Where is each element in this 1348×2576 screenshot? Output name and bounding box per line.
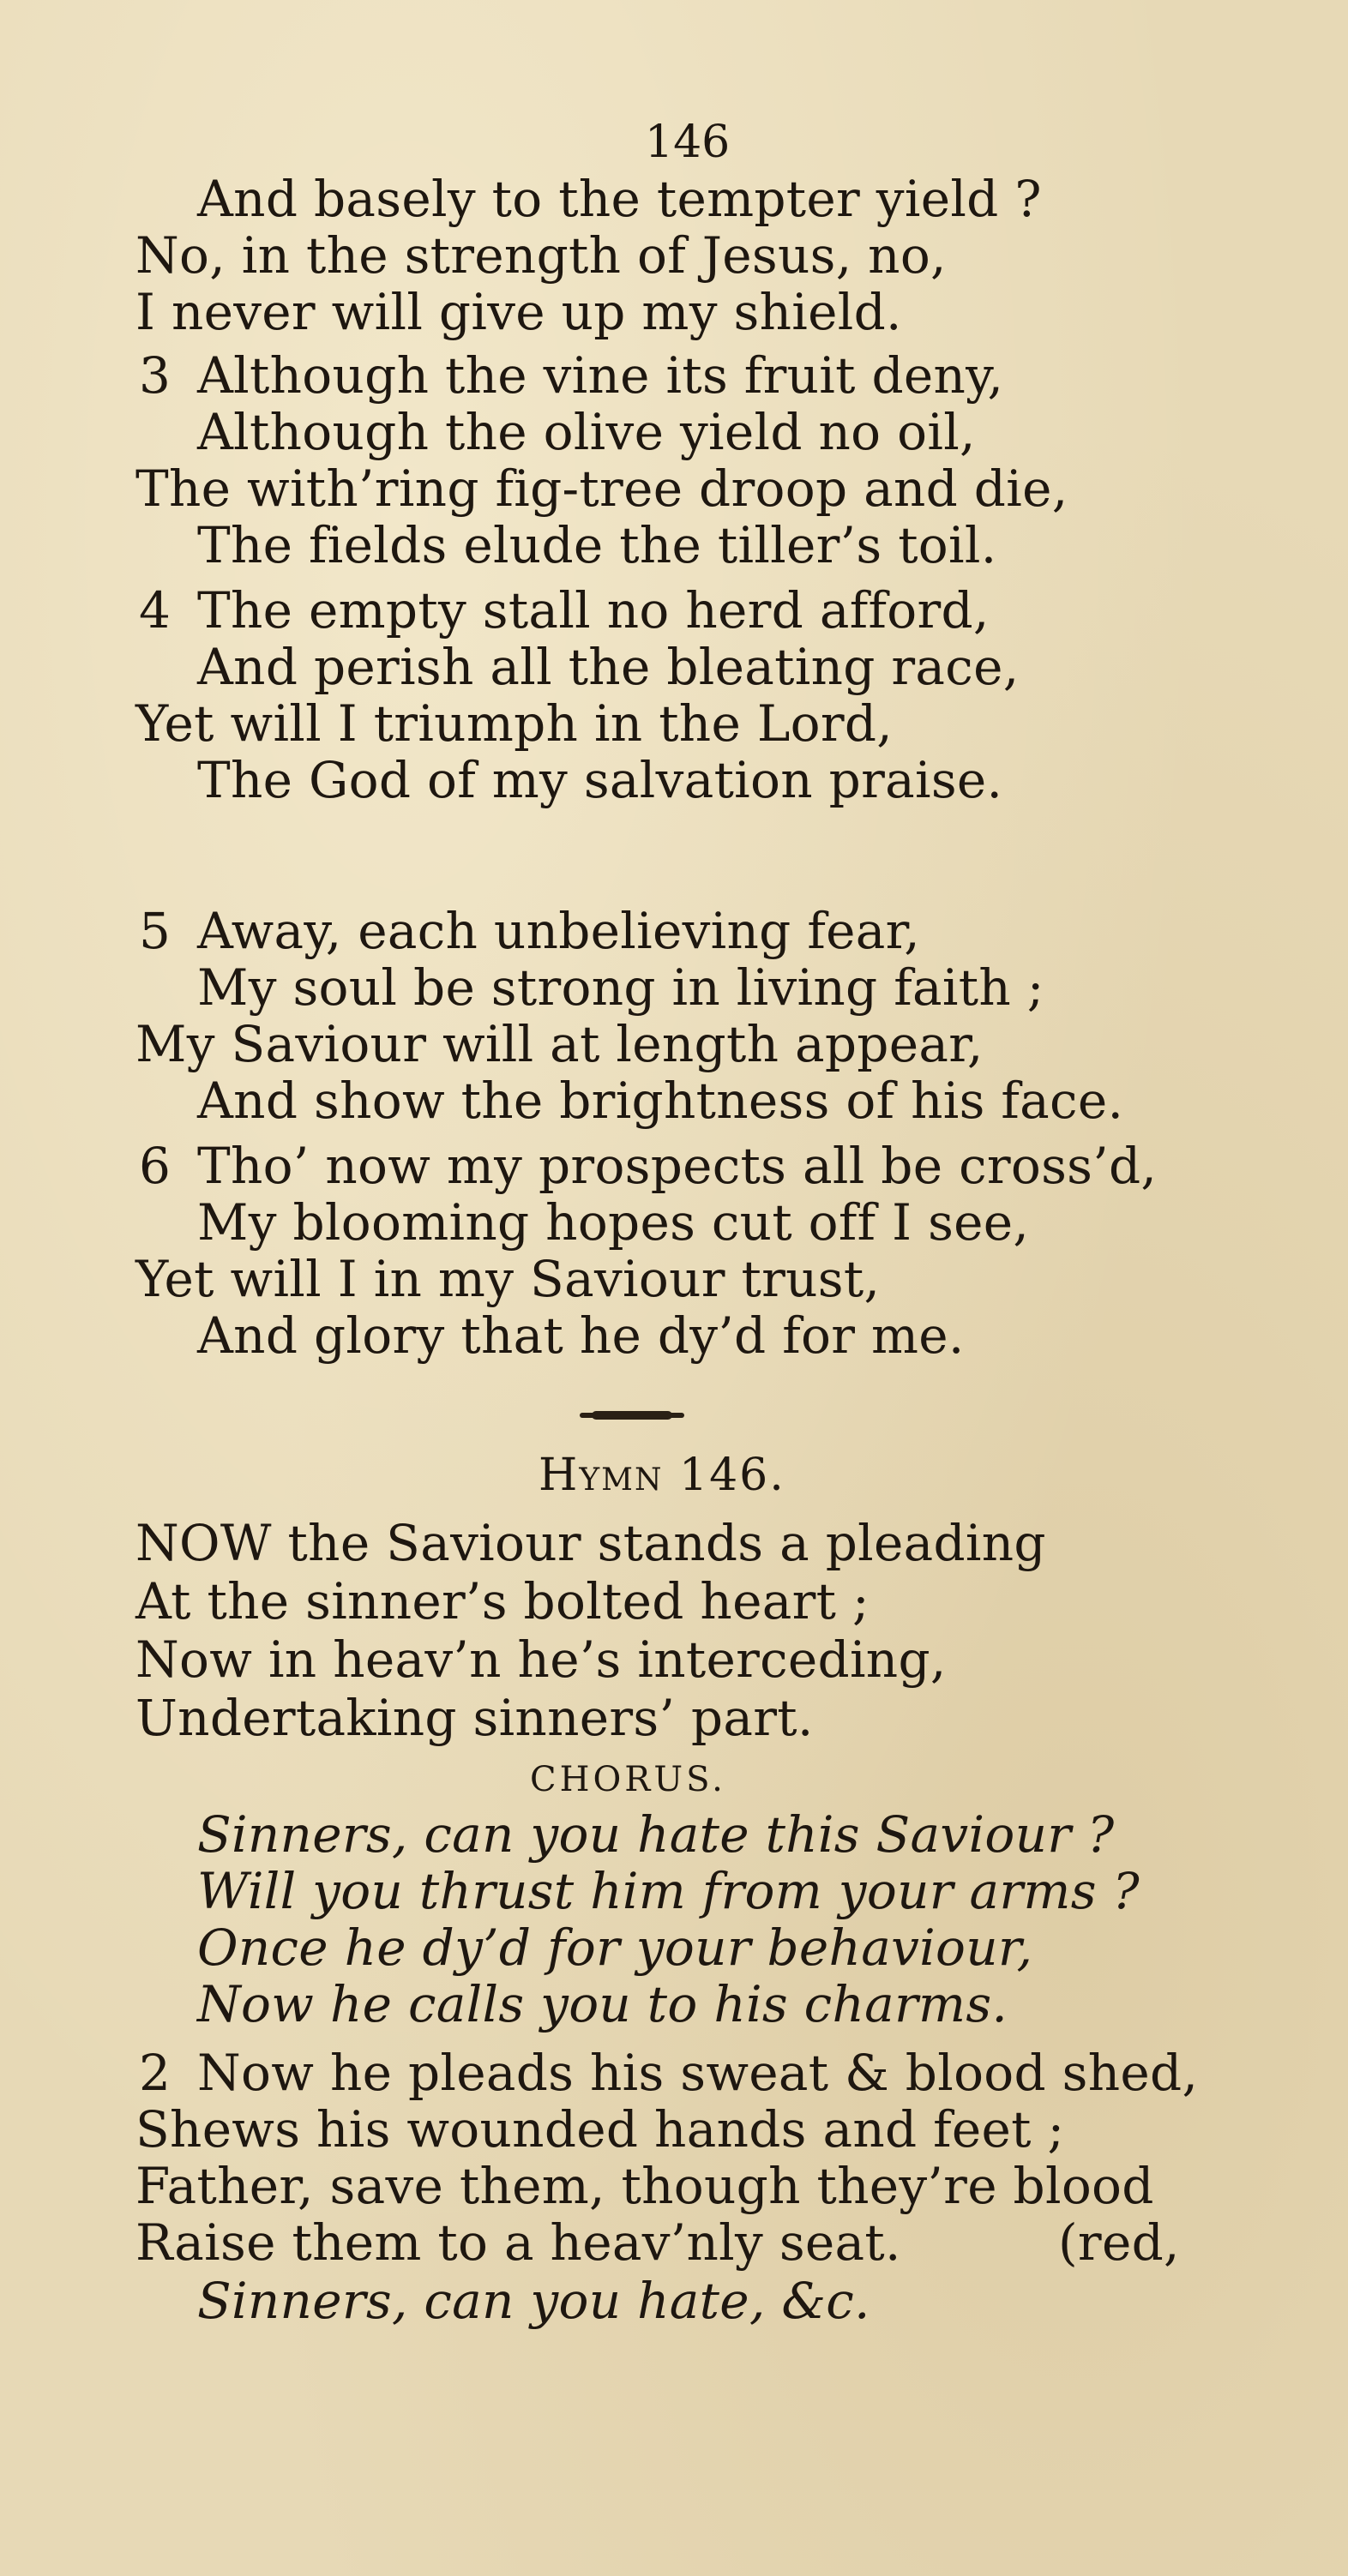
hymn-stanza-2-line-1: Now he pleads his sweat & blood shed,	[197, 2044, 1199, 2102]
verse-5-line-4: And show the brightness of his face.	[197, 1072, 1124, 1130]
verse-4-line-1: The empty stall no herd afford,	[197, 581, 990, 639]
hymn-stanza-1-line-1: NOW the Saviour stands a pleading	[135, 1514, 1046, 1572]
hymn-stanza-2-line-3: Father, save them, though they’re blood	[135, 2157, 1154, 2215]
hymn-stanza-2-number: 2	[139, 2044, 172, 2102]
verse-3-line-2: Although the olive yield no oil,	[197, 403, 976, 461]
verse-6-line-3: Yet will I in my Saviour trust,	[135, 1250, 881, 1308]
chorus-line-3: Once he dy’d for your behaviour,	[197, 1918, 1033, 1977]
chorus-line-4: Now he calls you to his charms.	[197, 1975, 1008, 2033]
hymn-stanza-1-line-4: Undertaking sinners’ part.	[135, 1689, 814, 1747]
hymn-stanza-2-line-2: Shews his wounded hands and feet ;	[135, 2100, 1065, 2159]
verse-4-line-3: Yet will I triumph in the Lord,	[135, 694, 894, 753]
hymn-title: Hymn 146.	[539, 1450, 785, 1501]
verse-5-line-3: My Saviour will at length appear,	[135, 1015, 984, 1073]
verse-3-line-3: The with’ring fig-tree droop and die,	[135, 459, 1068, 518]
chorus-line-2: Will you thrust him from your arms ?	[197, 1862, 1140, 1920]
verse-6-line-1: Tho’ now my prospects all be cross’d,	[197, 1137, 1158, 1195]
chorus-label: CHORUS.	[530, 1760, 726, 1799]
verse-6-line-2: My blooming hopes cut off I see,	[197, 1193, 1030, 1252]
verse-3-line-4: The fields elude the tiller’s toil.	[197, 516, 997, 574]
continuation-line-1: And basely to the tempter yield ?	[197, 170, 1042, 228]
verse-6-number: 6	[139, 1137, 172, 1195]
verse-3-number: 3	[139, 346, 172, 405]
hymn-stanza-2-refrain: Sinners, can you hate, &c.	[197, 2272, 870, 2330]
verse-5-line-2: My soul be strong in living faith ;	[197, 958, 1044, 1017]
page-number: 146	[645, 117, 731, 168]
continuation-line-3: I never will give up my shield.	[135, 283, 902, 341]
section-divider	[580, 1413, 684, 1418]
verse-4-number: 4	[139, 581, 172, 639]
verse-5-line-1: Away, each unbelieving fear,	[197, 902, 920, 960]
hymn-stanza-2-turnover: (red,	[1058, 2213, 1180, 2272]
hymn-stanza-1-line-3: Now in heav’n he’s interceding,	[135, 1630, 947, 1689]
verse-6-line-4: And glory that he dy’d for me.	[197, 1306, 965, 1365]
verse-4-line-4: The God of my salvation praise.	[197, 751, 1003, 809]
hymn-stanza-1-line-2: At the sinner’s bolted heart ;	[135, 1572, 870, 1630]
verse-4-line-2: And perish all the bleating race,	[197, 638, 1020, 696]
verse-3-line-1: Although the vine its fruit deny,	[197, 346, 1004, 405]
verse-5-number: 5	[139, 902, 172, 960]
chorus-line-1: Sinners, can you hate this Saviour ?	[197, 1805, 1115, 1864]
hymn-stanza-2-line-4: Raise them to a heav’nly seat.	[135, 2213, 901, 2272]
continuation-line-2: No, in the strength of Jesus, no,	[135, 226, 947, 285]
